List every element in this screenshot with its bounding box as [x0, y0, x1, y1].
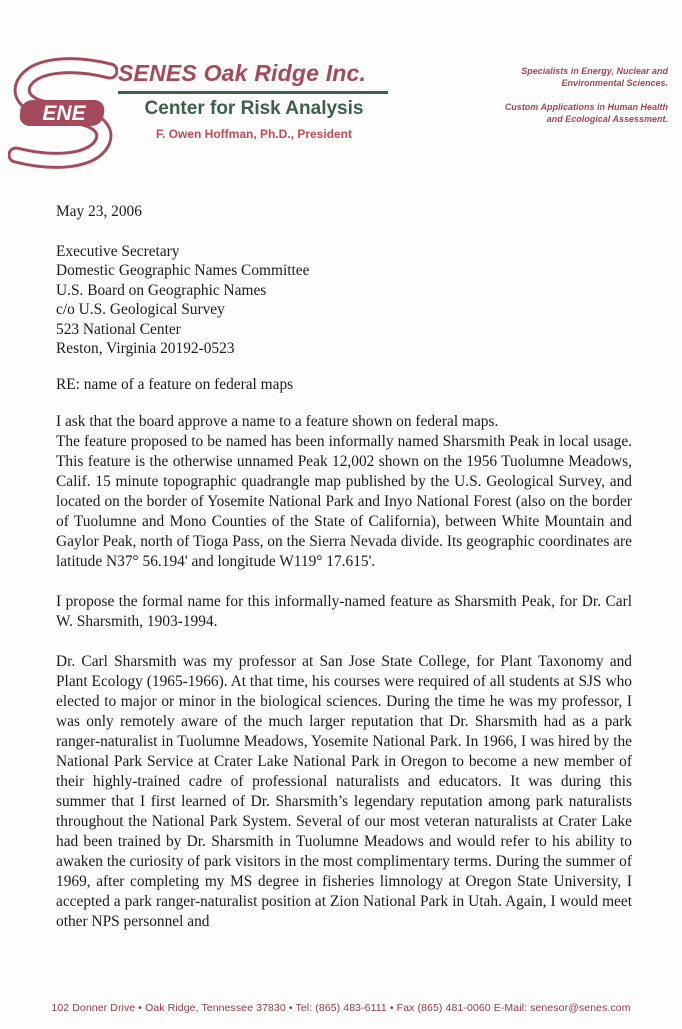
letterhead [0, 0, 682, 175]
recipient-line: c/o U.S. Geological Survey [56, 301, 225, 319]
recipient-line: Reston, Virginia 20192-0523 [56, 340, 235, 358]
paragraph-proposal: I propose the formal name for this informally-named feature as Sharsmith Peak, for Dr. Carl W. Sharsmith, 1903-1994. [56, 593, 632, 631]
letter-date: May 23, 2006 [56, 203, 142, 220]
division-name: Center for Risk Analysis [144, 98, 364, 119]
tagline-energy: Specialists in Energy, Nuclear and Environmental Sciences. [521, 66, 668, 88]
paragraph-feature-description: The feature proposed to be named has been informally named Sharsmith Peak in local usage. This feature is the otherwise unnamed Peak 12,002 shown on the 1956 Tuolumne Meadows, Calif. 15 minute topographic quadrangle map published by the U.S. Geological Survey, and located on the border of Yosemite National Park and Inyo National Forest (also on the border of Tuolumne and Mono Counties of the State of California), between White Mountain and Gaylor Peak, north of Tioga Pass, on the Sierra Nevada divide. Its geographic coordinates are latitude N37° 56.194' and longitude W119° 17.615'. [56, 433, 632, 571]
letterhead-taglines [498, 66, 668, 125]
subject-line: RE: name of a feature on federal maps [56, 376, 294, 394]
president-line: F. Owen Hoffman, Ph.D., President [155, 127, 353, 141]
recipient-line: U.S. Board on Geographic Names [56, 281, 267, 299]
company-name: SENES Oak Ridge Inc. [118, 60, 367, 86]
recipient-line: 523 National Center [56, 320, 181, 338]
letter-body [56, 202, 632, 932]
tagline-custom: Custom Applications in Human Health and Ecological Assessment. [504, 102, 668, 124]
senes-logo [8, 56, 118, 170]
recipient-line: Domestic Geographic Names Committee [56, 262, 310, 280]
paragraph-request: I ask that the board approve a name to a feature shown on federal maps. [56, 413, 499, 431]
paragraph-biography: Dr. Carl Sharsmith was my professor at San Jose State College, for Plant Taxonomy and Plant Ecology (1965-1966). At that time, his courses were required of all students at SJS who elected to major or minor in the biological sciences. During the time he was my professor, I was only remotely aware of the much larger reputation that Dr. Sharsmith had as a park ranger-naturalist in Tuolumne Meadows, Yosemite National Park. In 1966, I was hired by the National Park Service at Crater Lake National Park in Oregon to become a new member of their highly-trained cadre of professional naturalists and educators. It was during this summer that I first learned of Dr. Sharsmith’s legendary reputation among park naturalists throughout the National Park System. Several of our most veteran naturalists at Crater Lake had been trained by Dr. Sharsmith in Tuolumne Meadows and would refer to his ability to awaken the curiosity of park visitors in the most complimentary terms. During the summer of 1969, after completing my MS degree in fisheries limnology at Oregon State University, I accepted a park ranger-naturalist position at Zion National Park in Utah. Again, I would meet other NPS personnel and [56, 653, 632, 931]
green-rule [118, 91, 388, 94]
recipient-address [56, 242, 632, 358]
footer-contact: 102 Donner Drive • Oak Ridge, Tennessee 37830 • Tel: (865) 483-6111 • Fax (865) 481-0060 E-Mail: senesor@senes.com [51, 1002, 631, 1014]
recipient-line: Executive Secretary [56, 243, 180, 260]
letterhead-center [118, 60, 390, 141]
logo-band-text: ENE [42, 102, 86, 125]
